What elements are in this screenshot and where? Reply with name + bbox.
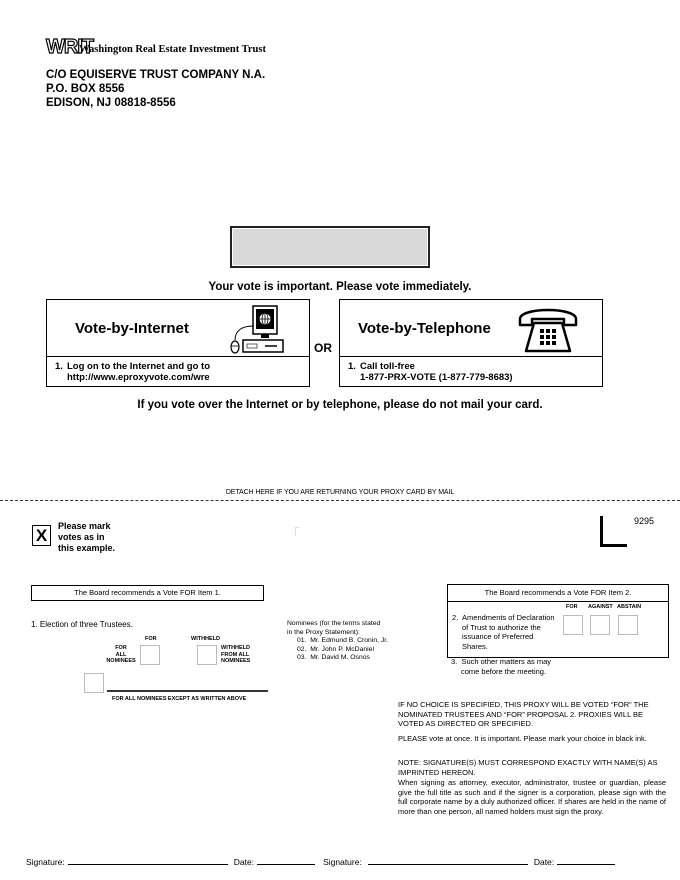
control-number-box [230, 226, 430, 268]
item3-description: 3. Such other matters as may come before the meeting. [451, 657, 552, 676]
address-line: EDISON, NJ 08818-8556 [46, 97, 176, 109]
signature-note: NOTE: SIGNATURE(S) MUST CORRESPOND EXACTLY WITH NAME(S) AS IMPRINTED HEREON. [398, 758, 658, 777]
signature-row [26, 855, 621, 867]
withheld-all-nominees-checkbox[interactable] [197, 645, 217, 665]
mailing-address [46, 68, 265, 110]
except-label: FOR ALL NOMINEES EXCEPT AS WRITTEN ABOVE [112, 696, 247, 702]
signing-instructions: When signing as attorney, executor, administrator, trustee or guardian, please give the full title as such and if the signer is a corporation, please sign with the full corporate name by a duly authorized officer. If shares are held in the name of more than one person, all named holders must sign the proxy. [398, 778, 666, 816]
item2-box [447, 584, 669, 658]
nominee-item: 03. Mr. David M. Osnos [297, 654, 370, 661]
item2-abstain-checkbox[interactable] [618, 615, 638, 635]
company-name: Washington Real Estate Investment Trust [79, 44, 266, 55]
or-label: OR [314, 341, 332, 355]
except-write-in-line[interactable] [107, 690, 268, 692]
telephone-number: 1-877-PRX-VOTE (1-877-779-8683) [360, 372, 513, 383]
example-instructions: Please mark votes as in this example. [58, 521, 116, 553]
vote-by-internet-box: Vote-by-Internet 1. Log on to the Internet and go to http://www.eproxyvote.com/wre [46, 299, 310, 387]
corner-registration-mark [600, 516, 627, 547]
detach-perforation [0, 500, 680, 501]
nominee-item: 02. Mr. John P. McDaniel [297, 645, 374, 653]
internet-url[interactable]: http://www.eproxyvote.com/wre [67, 372, 210, 383]
logo-mark: WRIT [46, 36, 94, 58]
withheld-column-header: WITHHELD [191, 636, 221, 642]
telephone-icon [516, 303, 580, 355]
default-vote-notice: IF NO CHOICE IS SPECIFIED, THIS PROXY WILL BE VOTED “FOR” THE NOMINATED TRUSTEES AND “FOR” PROPOSAL 2. PROXIES WILL BE VOTED AS DIRECTED OR SPECIFIED. [398, 700, 649, 729]
for-all-except-checkbox[interactable] [84, 673, 104, 693]
item1-board-recommendation: The Board recommends a Vote FOR Item 1. [31, 585, 264, 601]
date-label: Date: [233, 857, 255, 867]
item2-abstain-header: ABSTAIN [617, 604, 642, 610]
company-logo [46, 38, 266, 56]
item2-against-header: AGAINST [588, 604, 613, 610]
date-field-2[interactable] [557, 855, 615, 865]
card-code: 9295 [634, 516, 655, 526]
withheld-all-nominees-label: WITHHELD FROM ALL NOMINEES [221, 645, 251, 664]
vote-important-notice: Your vote is important. Please vote immediately. [208, 281, 472, 293]
signature-label: Signature: [26, 857, 65, 867]
internet-step-text: Log on to the Internet and go to [67, 361, 211, 372]
vote-at-once-notice: PLEASE vote at once. It is important. Please mark your choice in black ink. [398, 734, 647, 743]
detach-instruction: DETACH HERE IF YOU ARE RETURNING YOUR PROXY CARD BY MAIL [225, 489, 455, 496]
signature-label: Signature: [323, 857, 362, 867]
date-label: Date: [533, 857, 555, 867]
computer-icon [227, 304, 291, 356]
signature-field-1[interactable] [68, 855, 228, 865]
item1-title: 1. Election of three Trustees. [31, 620, 133, 629]
example-mark-box: X [32, 525, 51, 546]
item2-for-header: FOR [566, 604, 578, 610]
nominees-list: Nominees (for the terms stated in the Proxy Statement): 01. Mr. Edmund B. Cronin, Jr. 02. Mr. John P. McDaniel 03. Mr. David M. Osnos [287, 620, 389, 661]
no-mail-notice: If you vote over the Internet or by telephone, please do not mail your card. [137, 399, 543, 411]
for-column-header: FOR [145, 636, 157, 642]
for-all-nominees-checkbox[interactable] [140, 645, 160, 665]
signature-field-2[interactable] [368, 855, 528, 865]
telephone-step-text: Call toll-free [360, 361, 415, 372]
address-line: P.O. BOX 8556 [46, 83, 125, 95]
item2-for-checkbox[interactable] [563, 615, 583, 635]
nominee-item: 01. Mr. Edmund B. Cronin, Jr. [297, 637, 389, 644]
vote-by-internet-title: Vote-by-Internet [75, 320, 189, 337]
item2-board-recommendation: The Board recommends a Vote FOR Item 2. [448, 585, 668, 602]
item2-against-checkbox[interactable] [590, 615, 610, 635]
vote-by-telephone-title: Vote-by-Telephone [358, 320, 491, 337]
registration-tick [295, 527, 299, 536]
item2-description: 2. Amendments of Declaration of Trust to authorize the issuance of Preferred Shares. [452, 613, 555, 651]
date-field-1[interactable] [257, 855, 315, 865]
address-line: C/O EQUISERVE TRUST COMPANY N.A. [46, 69, 266, 81]
vote-by-telephone-box: Vote-by-Telephone 1. Call toll-free 1-877-PRX-VOTE (1-877-779-8683) [339, 299, 603, 387]
for-all-nominees-label: FOR ALL NOMINEES [106, 645, 136, 664]
